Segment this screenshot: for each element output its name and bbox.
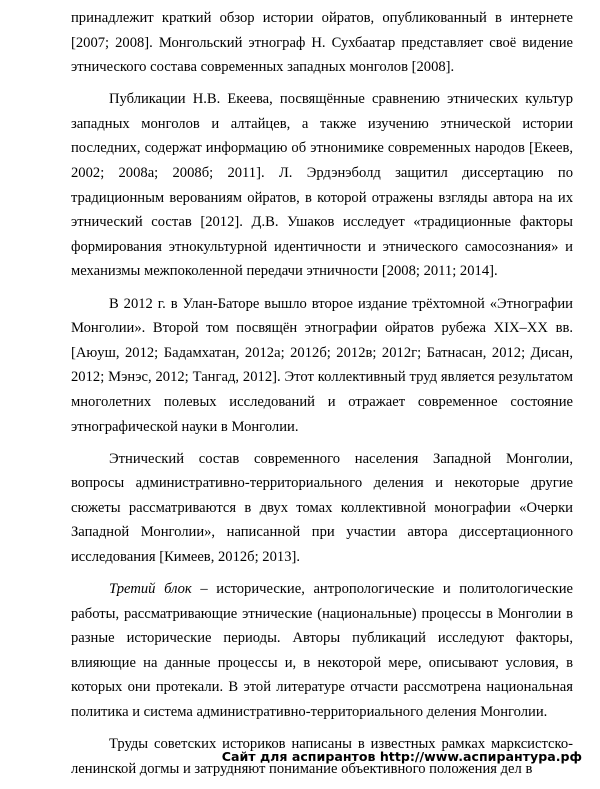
paragraph-2: Публикации Н.В. Екеева, посвящённые сравнению этнических культур западных монголов и алтайцев, а также изучению этнической истории последних, содержат информацию об этнонимике современных народов [Екеев, 2002; 2008а; 2008б; 2011]. Л. Эрдэнэболд защитил диссертацию по традиционным верованиям ойратов, в которой отражены взгляды автора на их этнический состав [2012]. Д.В. Ушаков исследует «традиционные факторы формирования этнокультурной идентичности и этнического самосознания» и механизмы межпоколенной передачи этничности [2008; 2011; 2014]. [71,91,573,280]
paragraph-3: В 2012 г. в Улан-Баторе вышло второе издание трёхтомной «Этнографии Монголии». Второй том посвящён этнографии ойратов рубежа XIX–XX вв. [Аюуш, 2012; Бадамхатан, 2012а; 2012б; 2012в; 2012г; Батнасан, 2012; Дисан, 2012; Мэнэс, 2012; Тангад, 2012]. Этот коллективный труд является результатом многолетних полевых исследований и отражает современное состояние этнографической науки в Монголии. [71,295,573,435]
document-page [71,6,573,789]
paragraph-5 [71,577,573,725]
paragraph-5-italic-lead: Третий блок [109,581,192,598]
paragraph-1: принадлежит краткий обзор истории ойратов, опубликованный в интернете [2007; 2008]. Монгольский этнограф Н. Сухбаатар представляет своё видение этнического состава современных западных монголов [2008]. [71,10,573,76]
paragraph-5-body: – исторические, антропологические и политологические работы, рассматривающие этнические (национальные) процессы в Монголии в разные исторические периоды. Авторы публикаций исследуют факторы, влияющие на данные процессы и, в некоторой мере, описывают условия, в которых они протекали. В этой литературе отчасти рассмотрена национальная политика и система административно-территориального деления Монголии. [71,581,573,721]
site-watermark: Сайт для аспирантов http://www.аспирантура.рф [221,749,582,764]
paragraph-6: Труды советских историков написаны в известных рамках марксистско-ленинской догмы и затрудняют понимание объективного положения дел в [71,736,573,777]
paragraph-4: Этнический состав современного населения Западной Монголии, вопросы административно-территориального деления и некоторые другие сюжеты рассматриваются в двух томах коллективной монографии «Очерки Западной Монголии», написанной при участии автора диссертационного исследования [Кимеев, 2012б; 2013]. [71,450,573,565]
